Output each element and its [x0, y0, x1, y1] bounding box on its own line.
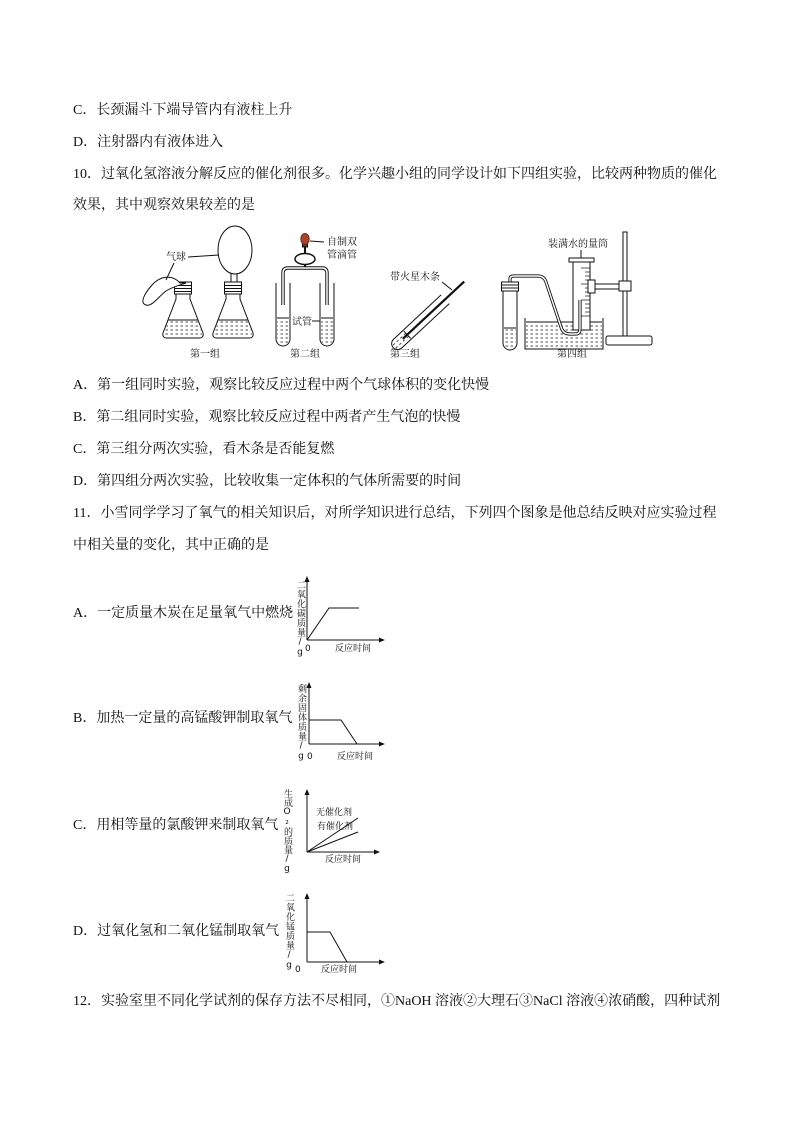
inflated-balloon	[218, 226, 252, 274]
graph-c-y-arrow	[305, 789, 310, 795]
graph-b	[307, 682, 386, 747]
graph-b-y-axis-label: 剩余固体质量/g	[296, 684, 306, 762]
right-flask	[213, 226, 253, 338]
group-1-caption: 第一组	[190, 349, 220, 360]
graph-b-origin: 0	[307, 752, 313, 762]
q10-option-c: C．第三组分两次实验，看木条是否能复燃	[73, 442, 335, 457]
graph-b-y-arrow	[307, 682, 312, 688]
graph-c-curve-label-no-catalyst: 无催化剂	[316, 808, 353, 818]
q10-stem-line-1: 10．过氧化氢溶液分解反应的催化剂很多。化学兴趣小组的同学设计如下四组实验，比较两种物质的催化	[73, 167, 717, 182]
graph-c-x-axis-label: 反应时间	[325, 855, 362, 865]
right-test-tube-liquid	[321, 318, 333, 345]
graph-a-x-arrow	[379, 638, 385, 643]
group-2-caption: 第二组	[290, 349, 320, 360]
graph-a-x-axis-label: 反应时间	[335, 644, 372, 654]
graph-d	[305, 893, 386, 965]
group-2-apparatus	[276, 234, 334, 347]
graduated-cylinder-base	[569, 258, 594, 262]
graph-d-y-axis-label: 二氧化锰质量/g	[284, 893, 294, 971]
dropper-bulb-ring	[295, 254, 315, 265]
graph-d-origin: 0	[295, 965, 301, 975]
group-4-caption: 第四组	[557, 349, 587, 360]
reaction-test-tube-stopper	[502, 282, 519, 291]
dropper-label-line-2: 管滴管	[327, 250, 357, 261]
right-flask-liquid	[214, 320, 252, 337]
graph-d-y-arrow	[305, 893, 310, 899]
left-flask-liquid	[164, 320, 202, 337]
q10-option-d: D．第四组分两次实验，比较收集一定体积的气体所需要的时间	[73, 474, 462, 489]
graph-a-curve	[307, 608, 359, 640]
test-tube-label: 试管	[292, 317, 312, 328]
q10-option-b: B．第二组同时实验，观察比较反应过程中两者产生气泡的快慢	[73, 410, 461, 425]
graph-b-x-arrow	[379, 742, 385, 747]
group-3-caption: 第三组	[390, 349, 420, 360]
graph-a-origin: 0	[305, 644, 311, 654]
q10-apparatus-figure	[135, 222, 665, 364]
dropper-label-line-1: 自制双	[327, 237, 357, 248]
left-flask	[143, 277, 203, 338]
q12-stem-line-1: 12．实验室里不同化学试剂的保存方法不尽相同，①NaOH 溶液②大理石③NaCl 溶液④浓硝酸，四种试剂	[73, 994, 721, 1009]
q10-option-a: A．第一组同时实验，观察比较反应过程中两个气球体积的变化快慢	[73, 378, 490, 393]
trough-water	[526, 322, 602, 348]
dropper-rubber-bulb	[301, 234, 309, 245]
q11-graphs	[270, 572, 395, 977]
graph-d-x-arrow	[379, 960, 385, 965]
graph-b-x-axis-label: 反应时间	[337, 752, 374, 762]
q10-stem-line-2: 效果，其中观察效果较差的是	[73, 198, 255, 213]
group-3-apparatus	[389, 277, 468, 352]
q11-option-b: B．加热一定量的高锰酸钾制取氧气	[73, 711, 293, 726]
clamp-jaw	[588, 280, 595, 293]
splint-label: 带火星木条	[390, 272, 440, 283]
q9-option-c: C．长颈漏斗下端导管内有液柱上升	[73, 103, 293, 118]
graph-a-y-axis-label: 二氧化碳质量/g	[295, 580, 305, 658]
splint-leader	[442, 282, 452, 290]
cylinder-label: 装满水的量筒	[548, 239, 608, 250]
q11-option-a: A．一定质量木炭在足量氧气中燃烧	[73, 606, 294, 621]
graph-c-curve-label-with-catalyst: 有催化剂	[317, 822, 354, 832]
balloon-leader-right	[188, 255, 219, 257]
graph-c-y-axis-label: 生成O₂的质量/g	[282, 789, 292, 874]
left-test-tube-liquid	[277, 318, 289, 345]
glowing-splint	[403, 282, 464, 339]
graph-c-x-arrow	[374, 850, 380, 855]
q11-option-c: C．用相等量的氯酸钾来制取氧气	[73, 818, 279, 833]
q11-option-d: D．过氧化氢和二氧化锰制取氧气	[73, 924, 280, 939]
group-1-apparatus	[143, 226, 253, 338]
q11-stem-line-2: 中相关量的变化，其中正确的是	[73, 538, 269, 553]
reaction-test-tube-liquid	[504, 328, 516, 349]
dropper-leader	[310, 241, 324, 242]
graph-a-y-arrow	[305, 576, 310, 582]
q11-stem-line-1: 11．小雪同学学习了氧气的相关知识后，对所学知识进行总结，下列四个图象是他总结反映对应实验过程	[73, 506, 717, 521]
graph-d-curve	[307, 932, 347, 962]
q9-option-d: D．注射器内有液体进入	[73, 135, 224, 150]
graph-d-x-axis-label: 反应时间	[321, 965, 358, 975]
clamp-boss	[619, 281, 631, 291]
balloon-label: 气球	[166, 252, 186, 263]
graph-b-curve	[309, 720, 357, 744]
graph-a	[305, 576, 386, 643]
stand-base	[606, 336, 652, 345]
